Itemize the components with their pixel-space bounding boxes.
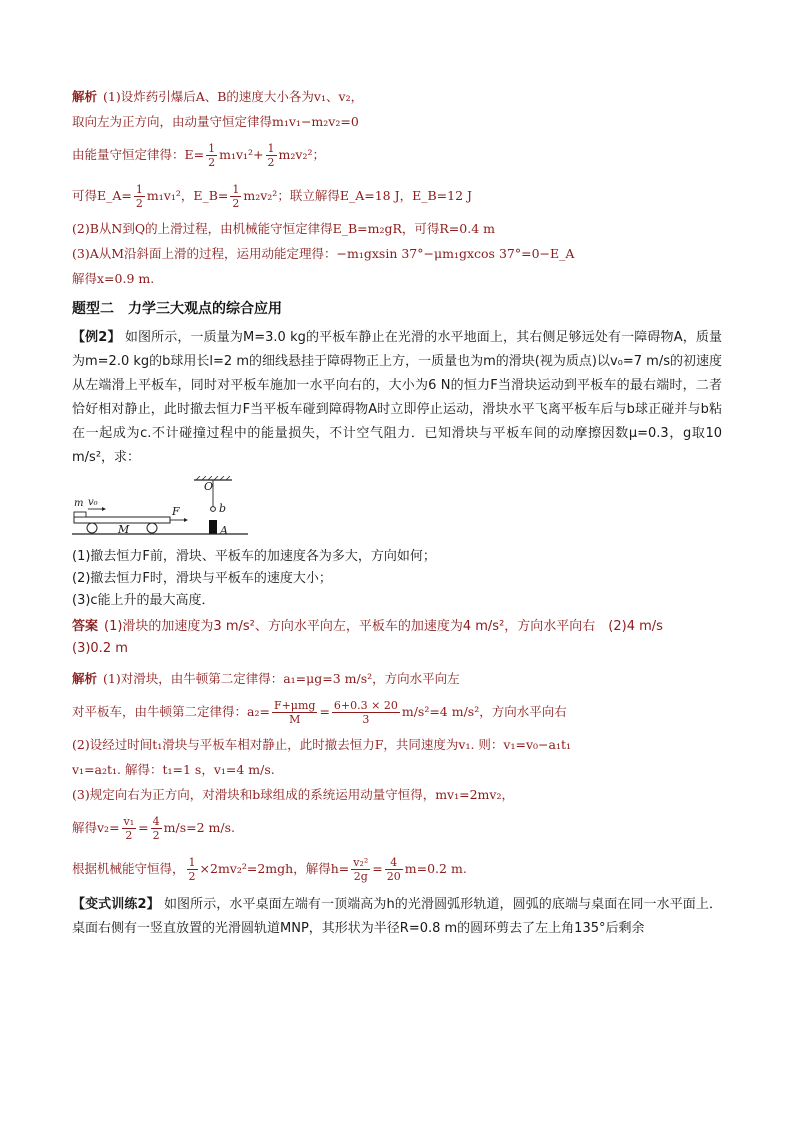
label-M: M <box>118 523 130 536</box>
page-content <box>72 88 722 941</box>
label-b: b <box>219 502 227 515</box>
solution2-line-3: (2)设经过时间t₁滑块与平板车相对静止，此时撤去恒力F，共同速度为v₁. 则：v₁=v₀−a₁t₁ <box>72 737 572 752</box>
fraction: $\frac{\text{F+μmg}}{M}$ <box>273 699 316 726</box>
solution2-line-5: (3)规定向右为正方向，对滑块和b球组成的系统运用动量守恒得，mv₁=2mv₂， <box>72 787 514 802</box>
fraction: $\frac{1}{2}$ <box>188 856 196 883</box>
label-A: A <box>220 524 228 537</box>
solution-tag: 解析 <box>72 89 98 104</box>
fraction: $\frac{\text{v₁}}{2}$ <box>123 815 135 842</box>
label-m: m <box>74 498 84 509</box>
solution-line-1: 解析 (1)设炸药引爆后A、B的速度大小各为v₁、v₂， <box>72 89 364 104</box>
variant-text: 【变式训练2】 如图所示，水平桌面左端有一顶端高为h的光滑圆弧形轨道，圆弧的底端与桌面在同一水平面上．桌面右侧有一竖直放置的光滑圆轨道MNP，其形状为半径R=0.8 m的圆环剪去了左上角135°后剩余 <box>72 897 722 936</box>
example-label: 【例2】 <box>72 330 121 345</box>
variant-label: 【变式训练2】 <box>72 897 160 912</box>
label-O: O <box>204 480 214 493</box>
question-2: (2)撤去恒力F时，滑块与平板车的速度大小； <box>72 571 332 586</box>
solution-line-7: 解得x=0.9 m. <box>72 271 155 286</box>
fraction: $\frac{4}{2}$ <box>152 815 160 842</box>
solution-line-5: (2)B从N到Q的上滑过程，由机械能守恒定律得E_B=m₂gR，可得R=0.4 m <box>72 221 495 236</box>
solution-line-4: 可得E_A= $\frac{1}{2}$ m₁v₁²，E_B= $\frac{1}{2}$ m₂v₂²；联立解得E_A=18 J，E_B=12 J <box>72 183 473 210</box>
solution-line-3: 由能量守恒定律得：E= $\frac{1}{2}$ m₁v₁²+ $\frac{1}{2}$ m₂v₂²； <box>72 142 325 169</box>
solution-line-6: (3)A从M沿斜面上滑的过程，运用动能定理得：−m₁gxsin 37°−μm₁gxcos 37°=0−E_A <box>72 246 575 261</box>
solution2-line-6: 解得v₂= $\frac{\text{v₁}}{2}$ = $\frac{4}{2}$ m/s=2 m/s. <box>72 815 235 842</box>
solution-line-2: 取向左为正方向，由动量守恒定律得m₁v₁−m₂v₂=0 <box>72 114 359 129</box>
label-F: F <box>172 505 180 518</box>
answer-tag: 答案 <box>72 619 99 634</box>
fraction: $\frac{4}{20}$ <box>386 856 401 883</box>
question-3: (3)c能上升的最大高度． <box>72 593 215 608</box>
question-1: (1)撤去恒力F前，滑块、平板车的加速度各为多大，方向如何； <box>72 549 436 564</box>
fraction: $\frac{1}{2}$ <box>267 142 275 169</box>
fraction: $\frac{6+0.3 \times 20}{3}$ <box>333 699 398 726</box>
solution2-line-1: 解析 (1)对滑块，由牛顿第二定律得：a₁=μg=3 m/s²，方向水平向左 <box>72 671 460 686</box>
fraction: $\frac{1}{2}$ <box>208 142 216 169</box>
solution2-line-4: v₁=a₂t₁. 解得：t₁=1 s，v₁=4 m/s. <box>72 762 275 777</box>
problem-figure <box>72 476 252 540</box>
fraction: $\frac{\text{v₂²}}{2g}$ <box>353 856 369 883</box>
fraction: $\frac{1}{2}$ <box>232 183 240 210</box>
example-text: 【例2】 如图所示，一质量为M=3.0 kg的平板车静止在光滑的水平地面上，其右侧足够远处有一障碍物A，质量为m=2.0 kg的b球用长l=2 m的细线悬挂于障碍物正上方，一质量也为m的滑块(视为质点)以v₀=7 m/s的初速度从左端滑上平板车，同时对平板车施加一水平向右的，大小为6 N的恒力F当滑块运动到平板车的最右端时，二者恰好相对静止，此时撤去恒力F当平板车碰到障碍物A时立即停止运动，滑块水平飞离平板车后与b球正碰并与b粘在一起成为c.不计碰撞过程中的能量损失，不计空气阻力．已知滑块与平板车间的动摩擦因数μ=0.3，g取10 m/s²，求： <box>72 330 722 465</box>
solution2-line-7: 根据机械能守恒得， $\frac{1}{2}$ ×2mv₂²=2mgh，解得h= $\frac{\text{v₂²}}{2g}$ = $\frac{4}{20}$ m=0.2 m. <box>72 856 467 883</box>
fraction: $\frac{1}{2}$ <box>135 183 143 210</box>
section-title: 题型二 力学三大观点的综合应用 <box>72 301 282 317</box>
solution-tag: 解析 <box>72 671 98 686</box>
label-v0: v₀ <box>88 497 98 508</box>
solution2-line-2: 对平板车，由牛顿第二定律得：a₂= $\frac{\text{F+μmg}}{M}$ = $\frac{6+0.3 \times 20}{3}$ m/s²=4 m/s²，方向水平向右 <box>72 699 567 726</box>
answer-line-2: (3)0.2 m <box>72 641 128 656</box>
answer-line-1: 答案 (1)滑块的加速度为3 m/s²、方向水平向左，平板车的加速度为4 m/s²，方向水平向右 (2)4 m/s <box>72 619 663 634</box>
